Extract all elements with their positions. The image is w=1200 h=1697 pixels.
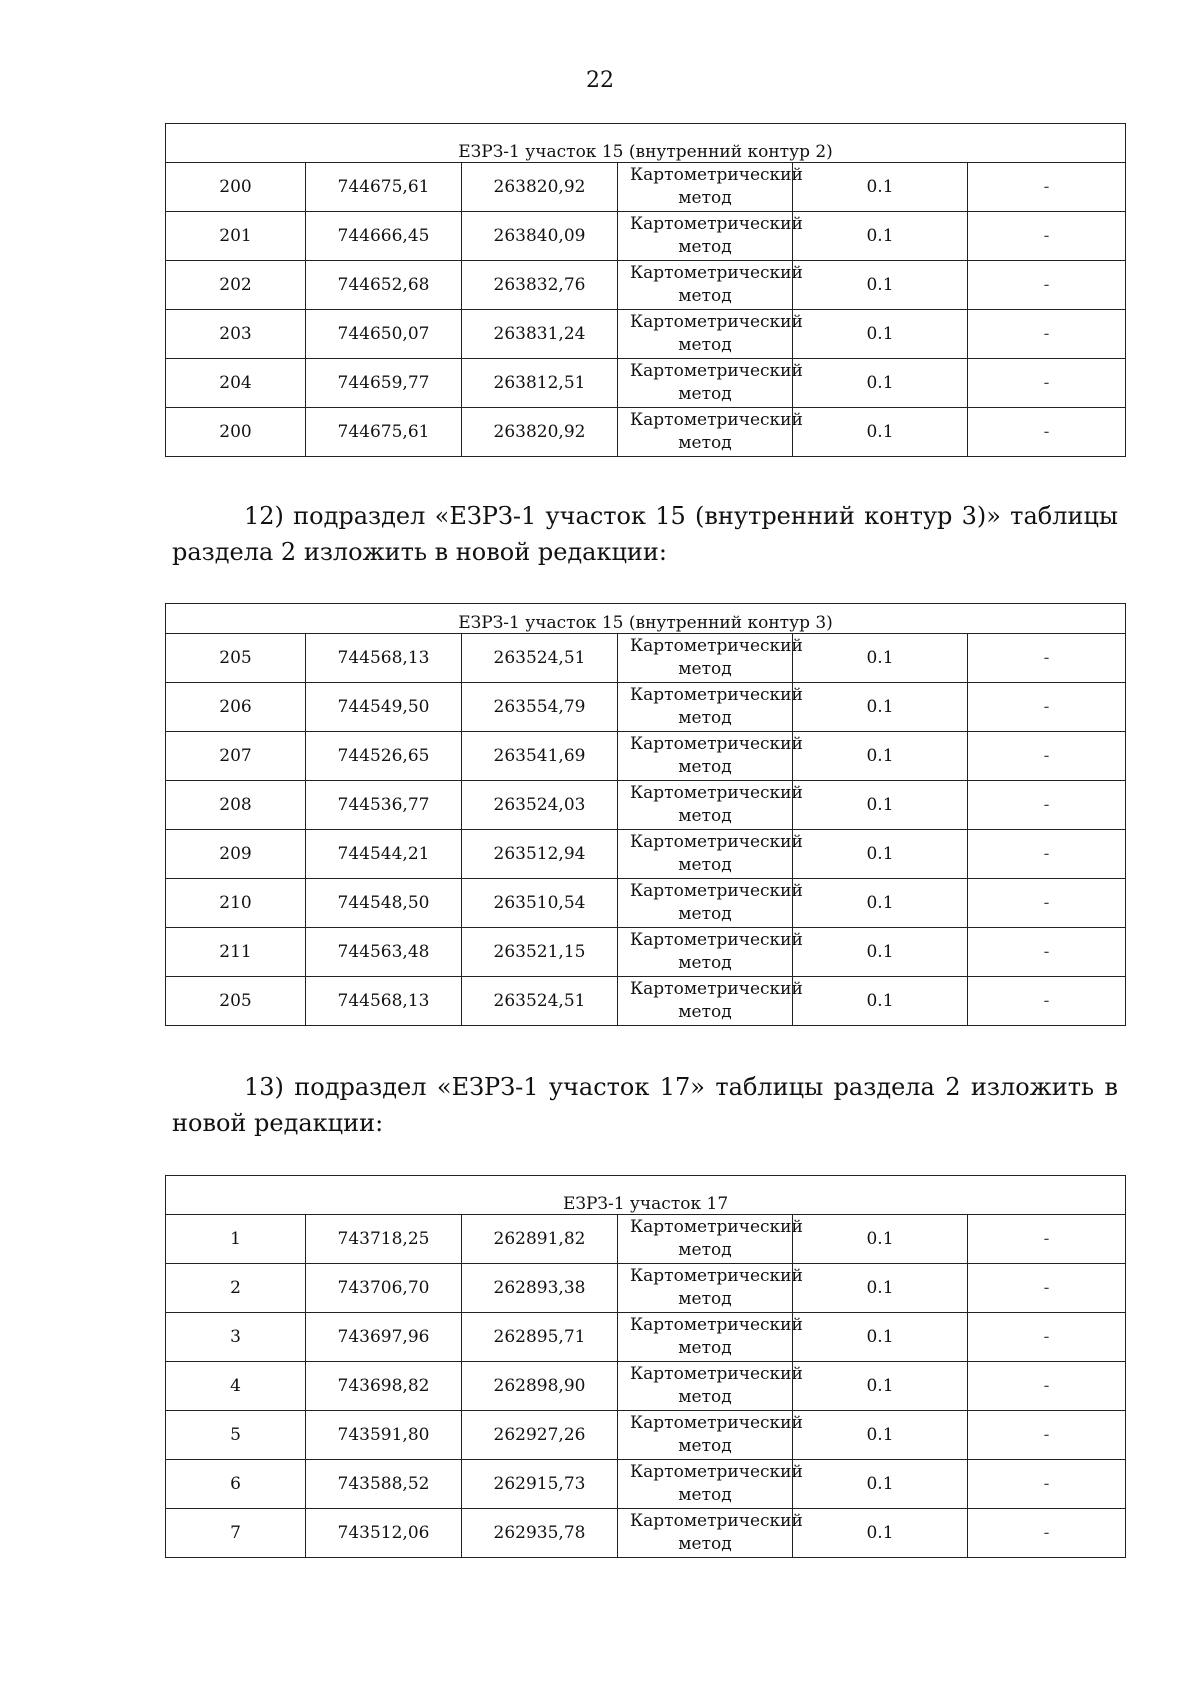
note-cell [968,1460,1126,1509]
coord-y-cell [462,310,618,359]
coord-x: 743588,52 [337,1474,430,1494]
coord-y-cell [462,359,618,408]
table-title-row [166,124,1126,163]
method-cell [618,1460,803,1509]
method-cell [618,634,803,683]
table-row [166,928,1126,977]
point-number-cell [166,977,306,1026]
coord-y-cell [462,1509,618,1558]
table-title-row [166,604,1126,634]
method: Картометрический метод [630,361,803,404]
method: Картометрический метод [630,734,803,777]
method-cell [618,1362,803,1411]
table-row [166,408,1126,457]
coord-y-cell [462,1215,618,1264]
method-cell [618,1313,803,1362]
coord-y: 263541,69 [493,746,586,766]
accuracy: 0.1 [866,697,894,717]
coord-y-cell [462,683,618,732]
coord-x: 744549,50 [337,697,430,717]
accuracy-cell [793,408,968,457]
table-row [166,261,1126,310]
paragraph-text: 13) подраздел «ЕЗРЗ-1 участок 17» таблицы раздела 2 изложить в новой редакции: [172,1073,1118,1137]
note: - [1043,1327,1050,1347]
accuracy: 0.1 [866,1474,894,1494]
note: - [1043,844,1050,864]
accuracy-cell [793,634,968,683]
note: - [1043,1229,1050,1249]
note-cell [968,1411,1126,1460]
table-title-row [166,1176,1126,1215]
note: - [1043,648,1050,668]
method: Картометрический метод [630,1364,803,1407]
note-cell [968,732,1126,781]
page-number: 22 [586,68,614,93]
table-row [166,1411,1126,1460]
coord-x: 743706,70 [337,1278,430,1298]
method: Картометрический метод [630,1266,803,1309]
method-cell [618,310,803,359]
coord-x-cell [306,1215,462,1264]
amendment-paragraph [172,1069,1118,1141]
note-cell [968,928,1126,977]
accuracy-cell [793,732,968,781]
point-number-cell [166,781,306,830]
note: - [1043,373,1050,393]
point-number: 7 [230,1523,241,1543]
method: Картометрический метод [630,1217,803,1260]
coord-x: 744568,13 [337,991,430,1011]
accuracy-cell [793,1460,968,1509]
accuracy: 0.1 [866,942,894,962]
table-row [166,163,1126,212]
method: Картометрический метод [630,979,803,1022]
point-number-cell [166,163,306,212]
table-row [166,830,1126,879]
accuracy-cell [793,830,968,879]
coord-x-cell [306,634,462,683]
note-cell [968,830,1126,879]
accuracy: 0.1 [866,991,894,1011]
point-number-cell [166,830,306,879]
coord-y: 262893,38 [493,1278,586,1298]
coord-x: 744659,77 [337,373,430,393]
method: Картометрический метод [630,1462,803,1505]
note: - [1043,422,1050,442]
coord-x-cell [306,310,462,359]
table-row [166,310,1126,359]
coord-y: 263524,03 [493,795,586,815]
method: Картометрический метод [630,881,803,924]
coord-y-cell [462,1460,618,1509]
coord-x-cell [306,781,462,830]
accuracy: 0.1 [866,795,894,815]
note-cell [968,163,1126,212]
coord-x-cell [306,163,462,212]
note-cell [968,977,1126,1026]
coord-x: 744548,50 [337,893,430,913]
point-number-cell [166,310,306,359]
point-number: 200 [219,177,252,197]
point-number: 210 [219,893,252,913]
method-cell [618,212,803,261]
point-number: 206 [219,697,252,717]
note: - [1043,1278,1050,1298]
table-title: ЕЗРЗ-1 участок 15 (внутренний контур 2) [458,142,833,162]
table-row [166,634,1126,683]
note: - [1043,177,1050,197]
accuracy-cell [793,310,968,359]
method-cell [618,928,803,977]
point-number: 203 [219,324,252,344]
point-number: 202 [219,275,252,295]
coord-y-cell [462,408,618,457]
coord-y: 263812,51 [493,373,586,393]
note-cell [968,879,1126,928]
coord-y: 263521,15 [493,942,586,962]
coord-x-cell [306,1411,462,1460]
accuracy-cell [793,683,968,732]
note: - [1043,893,1050,913]
table-row [166,212,1126,261]
note-cell [968,683,1126,732]
table-row [166,1264,1126,1313]
coord-x-cell [306,1509,462,1558]
point-number: 200 [219,422,252,442]
coord-x-cell [306,261,462,310]
paragraph-text: 12) подраздел «ЕЗРЗ-1 участок 15 (внутренний контур 3)» таблицы раздела 2 изложить в новой редакции: [172,502,1118,566]
coord-y-cell [462,977,618,1026]
coord-x: 744666,45 [337,226,430,246]
accuracy-cell [793,1313,968,1362]
accuracy: 0.1 [866,275,894,295]
point-number-cell [166,1215,306,1264]
table-row [166,683,1126,732]
coord-x: 743697,96 [337,1327,430,1347]
method-cell [618,261,803,310]
note: - [1043,275,1050,295]
coord-y-cell [462,634,618,683]
point-number: 211 [219,942,252,962]
note-cell [968,1215,1126,1264]
point-number: 6 [230,1474,241,1494]
method-cell [618,408,803,457]
note: - [1043,942,1050,962]
point-number-cell [166,1509,306,1558]
method-cell [618,1411,803,1460]
accuracy-cell [793,163,968,212]
coord-x-cell [306,1264,462,1313]
point-number-cell [166,1264,306,1313]
note: - [1043,795,1050,815]
method-cell [618,1264,803,1313]
note-cell [968,1313,1126,1362]
coord-x-cell [306,830,462,879]
method: Картометрический метод [630,1413,803,1456]
amendment-paragraph [172,498,1118,570]
point-number: 201 [219,226,252,246]
accuracy: 0.1 [866,844,894,864]
coord-x: 744536,77 [337,795,430,815]
coord-x: 744544,21 [337,844,430,864]
coord-x: 744563,48 [337,942,430,962]
accuracy-cell [793,1264,968,1313]
coord-x: 743512,06 [337,1523,430,1543]
point-number: 2 [230,1278,241,1298]
accuracy-cell [793,928,968,977]
coord-y: 262927,26 [493,1425,586,1445]
table-row [166,879,1126,928]
method-cell [618,163,803,212]
method-cell [618,1215,803,1264]
note-cell [968,1509,1126,1558]
method: Картометрический метод [630,312,803,355]
coord-x: 744675,61 [337,177,430,197]
method: Картометрический метод [630,783,803,826]
accuracy: 0.1 [866,1425,894,1445]
coord-y: 263512,94 [493,844,586,864]
coord-y-cell [462,1313,618,1362]
coord-y: 263524,51 [493,648,586,668]
accuracy: 0.1 [866,648,894,668]
coord-y-cell [462,1411,618,1460]
coord-y: 262935,78 [493,1523,586,1543]
coord-y-cell [462,261,618,310]
note-cell [968,359,1126,408]
note-cell [968,261,1126,310]
method: Картометрический метод [630,636,803,679]
method: Картометрический метод [630,214,803,257]
coord-x: 743591,80 [337,1425,430,1445]
coord-y-cell [462,928,618,977]
coord-y: 263832,76 [493,275,586,295]
accuracy-cell [793,1411,968,1460]
table-row [166,1362,1126,1411]
accuracy-cell [793,359,968,408]
method-cell [618,879,803,928]
point-number-cell [166,683,306,732]
coord-x: 743718,25 [337,1229,430,1249]
note-cell [968,1362,1126,1411]
note: - [1043,1523,1050,1543]
point-number: 208 [219,795,252,815]
coord-y-cell [462,732,618,781]
point-number-cell [166,1362,306,1411]
point-number: 205 [219,648,252,668]
accuracy: 0.1 [866,746,894,766]
table-row [166,359,1126,408]
coord-y-cell [462,781,618,830]
note-cell [968,781,1126,830]
accuracy: 0.1 [866,226,894,246]
note: - [1043,697,1050,717]
coord-x-cell [306,359,462,408]
accuracy: 0.1 [866,177,894,197]
accuracy-cell [793,1509,968,1558]
table-row [166,1313,1126,1362]
method-cell [618,732,803,781]
coord-y: 263840,09 [493,226,586,246]
accuracy-cell [793,977,968,1026]
note-cell [968,408,1126,457]
method-cell [618,683,803,732]
coord-x: 744526,65 [337,746,430,766]
point-number-cell [166,928,306,977]
coord-x-cell [306,1313,462,1362]
method: Картометрический метод [630,263,803,306]
method: Картометрический метод [630,685,803,728]
accuracy: 0.1 [866,324,894,344]
coord-x-cell [306,879,462,928]
method-cell [618,1509,803,1558]
coord-x: 743698,82 [337,1376,430,1396]
coord-x: 744652,68 [337,275,430,295]
method: Картометрический метод [630,410,803,453]
note: - [1043,324,1050,344]
point-number-cell [166,1411,306,1460]
coord-y-cell [462,1362,618,1411]
method: Картометрический метод [630,832,803,875]
accuracy: 0.1 [866,1523,894,1543]
table-row [166,977,1126,1026]
table-title: ЕЗРЗ-1 участок 15 (внутренний контур 3) [458,613,833,633]
coord-x-cell [306,683,462,732]
method-cell [618,830,803,879]
coord-x-cell [306,928,462,977]
point-number: 5 [230,1425,241,1445]
coord-x-cell [306,732,462,781]
method: Картометрический метод [630,1511,803,1554]
coord-y: 262898,90 [493,1376,586,1396]
accuracy-cell [793,879,968,928]
point-number: 4 [230,1376,241,1396]
coord-x-cell [306,408,462,457]
note: - [1043,1425,1050,1445]
accuracy: 0.1 [866,1229,894,1249]
accuracy: 0.1 [866,1327,894,1347]
coord-y-cell [462,163,618,212]
coord-y-cell [462,830,618,879]
point-number-cell [166,879,306,928]
coord-y: 262891,82 [493,1229,586,1249]
point-number-cell [166,634,306,683]
point-number-cell [166,1460,306,1509]
coordinates-table [165,603,1126,1026]
coord-y: 263820,92 [493,177,586,197]
point-number-cell [166,408,306,457]
coord-x: 744675,61 [337,422,430,442]
method: Картометрический метод [630,1315,803,1358]
point-number: 207 [219,746,252,766]
table-row [166,732,1126,781]
coord-x-cell [306,1362,462,1411]
accuracy: 0.1 [866,373,894,393]
coordinates-table [165,1175,1126,1558]
coord-x-cell [306,212,462,261]
note: - [1043,1376,1050,1396]
table-title: ЕЗРЗ-1 участок 17 [562,1194,729,1214]
table-row [166,781,1126,830]
point-number-cell [166,261,306,310]
point-number-cell [166,359,306,408]
coord-x: 744568,13 [337,648,430,668]
point-number: 205 [219,991,252,1011]
accuracy-cell [793,1215,968,1264]
coord-y: 263554,79 [493,697,586,717]
method: Картометрический метод [630,930,803,973]
note-cell [968,212,1126,261]
coord-y-cell [462,1264,618,1313]
accuracy-cell [793,261,968,310]
accuracy: 0.1 [866,422,894,442]
coord-y: 263524,51 [493,991,586,1011]
note-cell [968,310,1126,359]
coord-y: 263831,24 [493,324,586,344]
accuracy: 0.1 [866,1376,894,1396]
note-cell [968,1264,1126,1313]
note-cell [968,634,1126,683]
coord-y-cell [462,212,618,261]
coord-y: 263510,54 [493,893,586,913]
method: Картометрический метод [630,165,803,208]
accuracy-cell [793,212,968,261]
point-number-cell [166,1313,306,1362]
method-cell [618,781,803,830]
note: - [1043,746,1050,766]
point-number-cell [166,732,306,781]
coord-y: 263820,92 [493,422,586,442]
accuracy: 0.1 [866,893,894,913]
table-row [166,1509,1126,1558]
point-number: 1 [230,1229,241,1249]
coord-x-cell [306,977,462,1026]
coord-y: 262895,71 [493,1327,586,1347]
point-number-cell [166,212,306,261]
note: - [1043,991,1050,1011]
method-cell [618,977,803,1026]
coord-x-cell [306,1460,462,1509]
coordinates-table [165,123,1126,457]
table-row [166,1460,1126,1509]
accuracy-cell [793,1362,968,1411]
method-cell [618,359,803,408]
note: - [1043,1474,1050,1494]
point-number: 3 [230,1327,241,1347]
note: - [1043,226,1050,246]
coord-x: 744650,07 [337,324,430,344]
table-row [166,1215,1126,1264]
accuracy: 0.1 [866,1278,894,1298]
point-number: 209 [219,844,252,864]
coord-y-cell [462,879,618,928]
accuracy-cell [793,781,968,830]
coord-y: 262915,73 [493,1474,586,1494]
point-number: 204 [219,373,252,393]
